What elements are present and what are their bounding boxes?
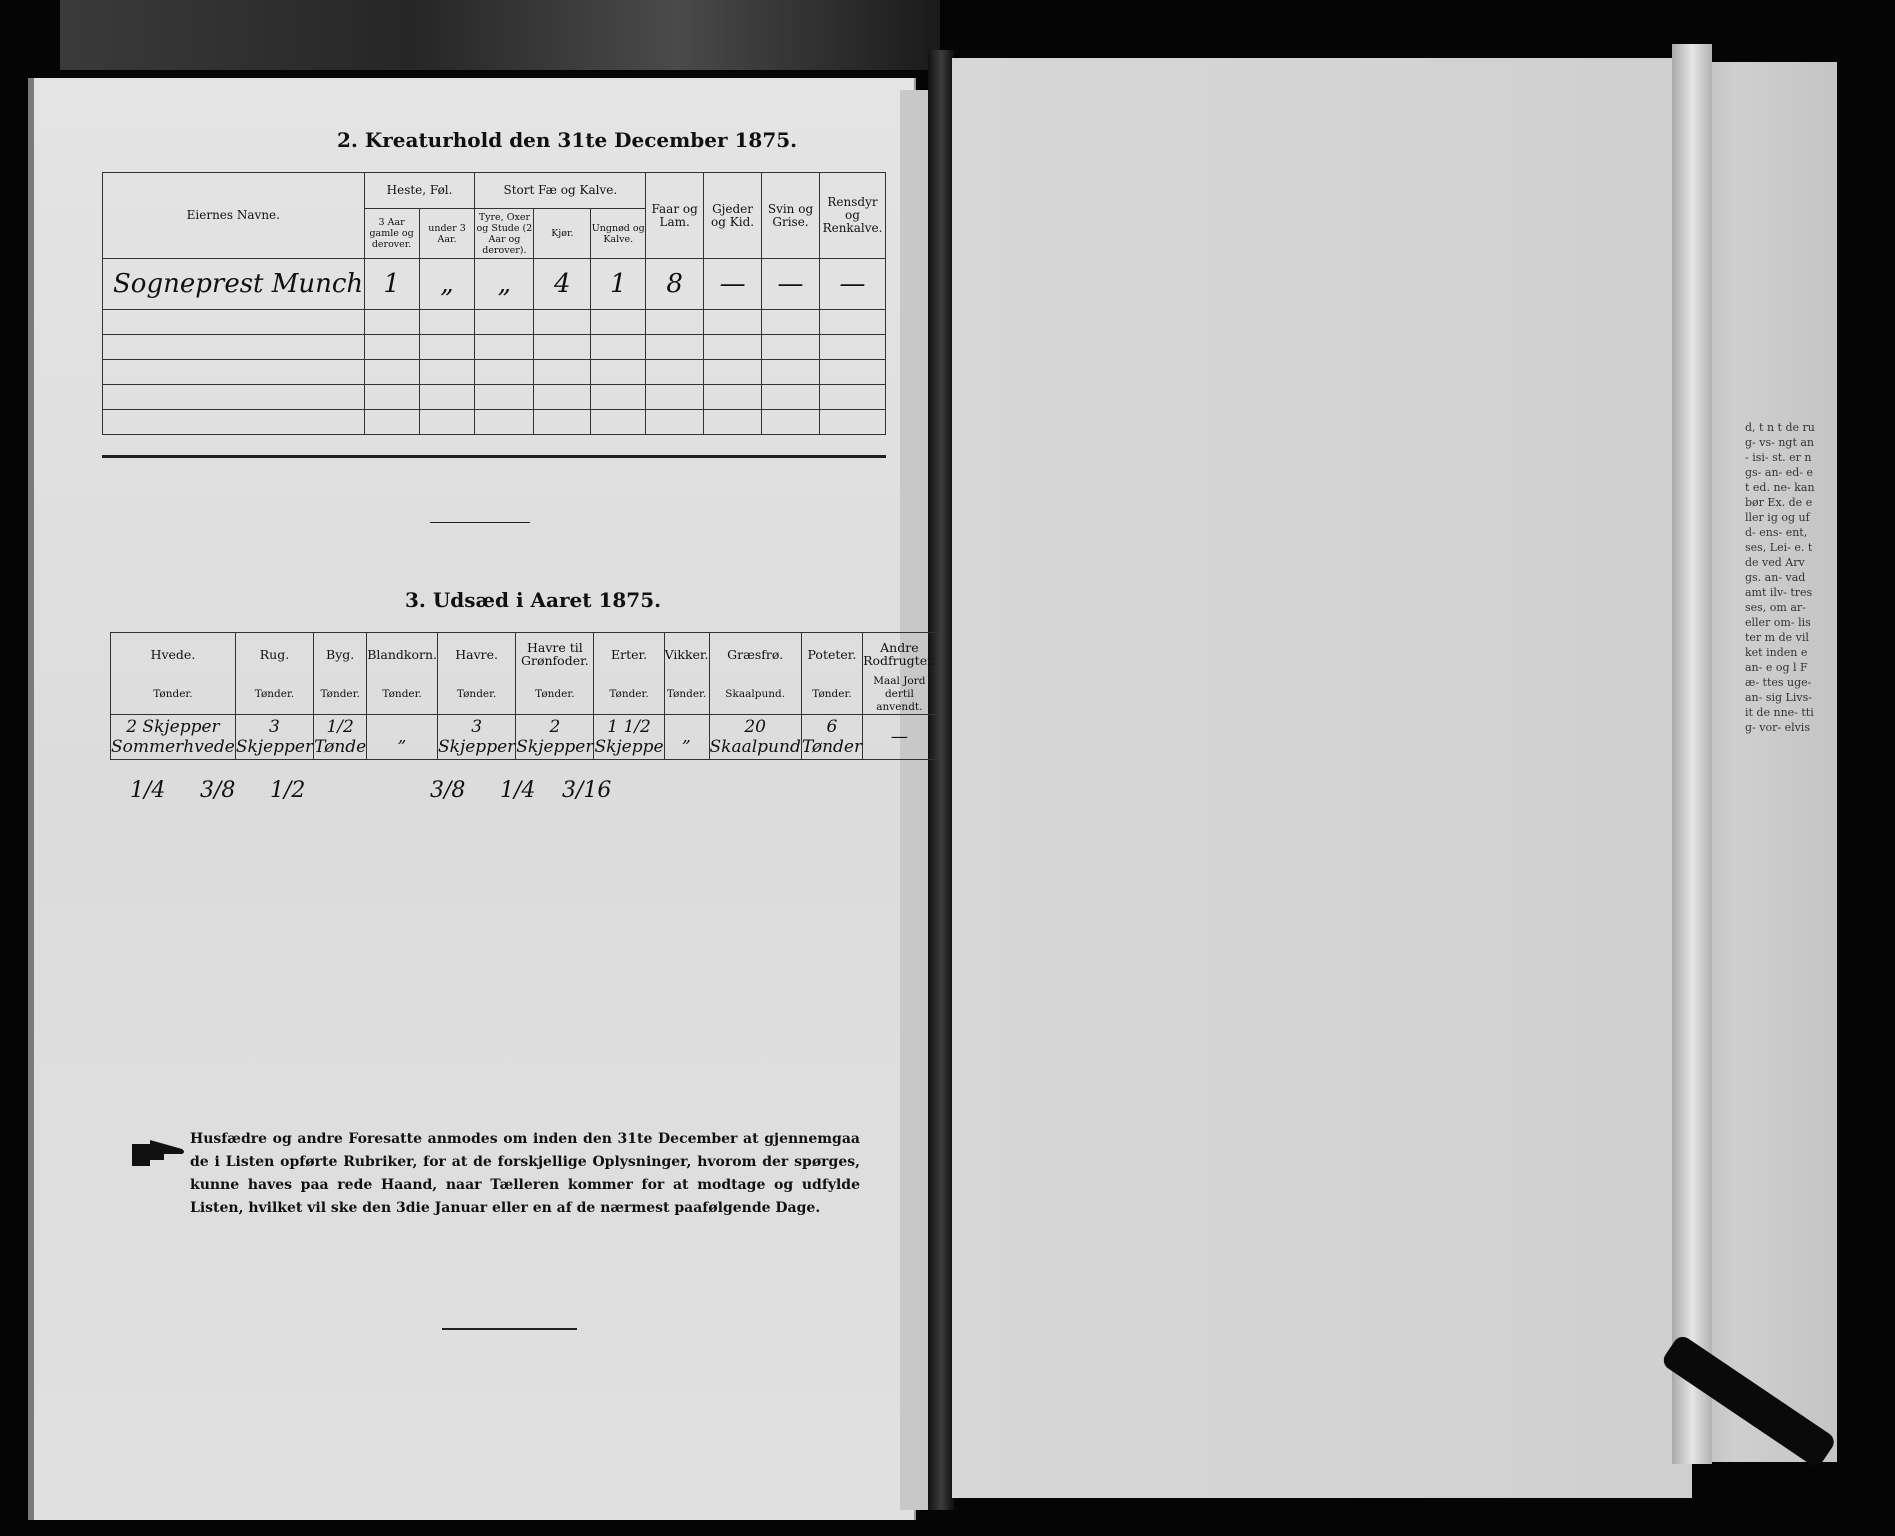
col-faar-header: Faar og Lam. (646, 173, 704, 259)
sowing-cell: „ (367, 715, 438, 760)
right-page-fold (1672, 44, 1712, 1464)
sowing-col-unit: Tønder. (594, 675, 664, 715)
sowing-col-unit: Maal Jord dertil anvendt. (863, 675, 937, 715)
sowing-col-unit: Tønder. (314, 675, 367, 715)
sowing-col-unit: Tønder. (111, 675, 236, 715)
col-svin-header: Svin og Grise. (762, 173, 820, 259)
sowing-col-header: Hvede. (111, 633, 236, 676)
sowing-cell: 3 Skjepper (235, 715, 313, 760)
right-page-edge-sheet (1692, 62, 1837, 1462)
sowing-col-header: Poteter. (801, 633, 862, 676)
sowing-col-unit: Tønder. (367, 675, 438, 715)
col-kjor: Kjør. (534, 209, 591, 259)
fraction-value: 1/4 (500, 778, 536, 803)
book-gutter (928, 50, 954, 1510)
sowing-cell: 1 1/2 Skjeppe (594, 715, 664, 760)
col-ungnod: Ungnød og Kalve. (591, 209, 646, 259)
fraction-value: 1/2 (270, 778, 306, 803)
table-row (103, 360, 886, 385)
margin-text-fragments: d, t n t de rug- vs- ngt an- isi- st. er ngs- an- ed- et ed. ne- kan bør Ex. de eller ig og ufd- ens- ent, ses, Lei- e. t de ved Arv gs. an- vad amt ilv- tres ses, om ar- eller om- lister m de vilket inden e an- e og l Fæ- ttes uge- an- sig Livs- it de nne- ttig- vor- elvis (1745, 421, 1815, 734)
cell-faar: 8 (646, 259, 704, 310)
sowing-cell: „ (664, 715, 709, 760)
fraction-value: 3/8 (430, 778, 466, 803)
sowing-cell: 6 Tønder (801, 715, 862, 760)
table-row (103, 385, 886, 410)
col-owner-header: Eiernes Navne. (103, 173, 365, 259)
scan-top-strip (60, 0, 940, 70)
sowing-col-header: Rug. (235, 633, 313, 676)
sowing-col-unit: Tønder. (516, 675, 594, 715)
sowing-col-unit: Tønder. (664, 675, 709, 715)
table-row (103, 259, 886, 310)
table-row (103, 310, 886, 335)
cell-rensdyr: — (819, 259, 885, 310)
cell-ungnod: 1 (591, 259, 646, 310)
sowing-col-unit: Tønder. (438, 675, 516, 715)
divider-bottom (442, 1328, 577, 1330)
fraction-value: 3/8 (200, 778, 236, 803)
handwritten-fraction-row (100, 778, 860, 818)
cell-heste-under: „ (419, 259, 475, 310)
sowing-col-header: Havre til Grønfoder. (516, 633, 594, 676)
sowing-cell: 20 Skaalpund (709, 715, 801, 760)
col-heste-header: Heste, Føl. (364, 173, 475, 209)
pointing-hand-icon (130, 1138, 186, 1172)
sowing-header-names (111, 633, 937, 676)
sowing-table (110, 632, 937, 760)
left-page-under-sheet (900, 90, 930, 1510)
section2-title: 2. Kreaturhold den 31te December 1875. (337, 128, 798, 152)
sowing-col-header: Blandkorn. (367, 633, 438, 676)
cell-gjeder: — (704, 259, 762, 310)
cell-heste-3aar: 1 (364, 259, 419, 310)
section2-bottom-rule (102, 455, 886, 458)
notice-text: Husfædre og andre Foresatte anmodes om inden den 31te December at gjennemgaa de i Listen opførte Rubriker, for at de forskjellige Oplysninger, hvorom der spørges, kunne haves paa rede Haand, naar Tælleren kommer for at modtage og udfylde Listen, hvilket vil ske den 3die Januar eller en af de nærmest paafølgende Dage. (190, 1131, 860, 1216)
table-row (103, 410, 886, 435)
sowing-cell: 2 Skjepper (516, 715, 594, 760)
section3-title: 3. Udsæd i Aaret 1875. (405, 588, 662, 612)
col-gjeder-header: Gjeder og Kid. (704, 173, 762, 259)
sowing-col-header: Vikker. (664, 633, 709, 676)
divider-short (430, 522, 530, 523)
sowing-col-header: Havre. (438, 633, 516, 676)
right-page-blank (952, 58, 1692, 1498)
sowing-col-header: Byg. (314, 633, 367, 676)
table-row (111, 715, 937, 760)
sowing-col-unit: Tønder. (235, 675, 313, 715)
sowing-cell: — (863, 715, 937, 760)
cell-kjor: 4 (534, 259, 591, 310)
sowing-col-unit: Tønder. (801, 675, 862, 715)
fraction-value: 1/4 (130, 778, 166, 803)
sowing-col-header: Erter. (594, 633, 664, 676)
sowing-cell: 2 Skjepper Sommerhvede (111, 715, 236, 760)
col-stort-header: Stort Fæ og Kalve. (475, 173, 646, 209)
cell-tyre: „ (475, 259, 534, 310)
sowing-col-header: Græsfrø. (709, 633, 801, 676)
sowing-header-units (111, 675, 937, 715)
livestock-table (102, 172, 886, 435)
cell-owner: Sogneprest Munch (103, 259, 365, 310)
col-heste-3aar: 3 Aar gamle og derover. (364, 209, 419, 259)
sowing-cell: 1/2 Tønde (314, 715, 367, 760)
fraction-value: 3/16 (562, 778, 612, 803)
sowing-col-header: Andre Rodfrugter. (863, 633, 937, 676)
col-heste-under: under 3 Aar. (419, 209, 475, 259)
col-tyre: Tyre, Oxer og Stude (2 Aar og derover). (475, 209, 534, 259)
cell-svin: — (762, 259, 820, 310)
sowing-col-unit: Skaalpund. (709, 675, 801, 715)
table-row (103, 335, 886, 360)
sowing-cell: 3 Skjepper (438, 715, 516, 760)
col-rensdyr-header: Rensdyr og Renkalve. (819, 173, 885, 259)
left-page-edge (28, 78, 34, 1520)
